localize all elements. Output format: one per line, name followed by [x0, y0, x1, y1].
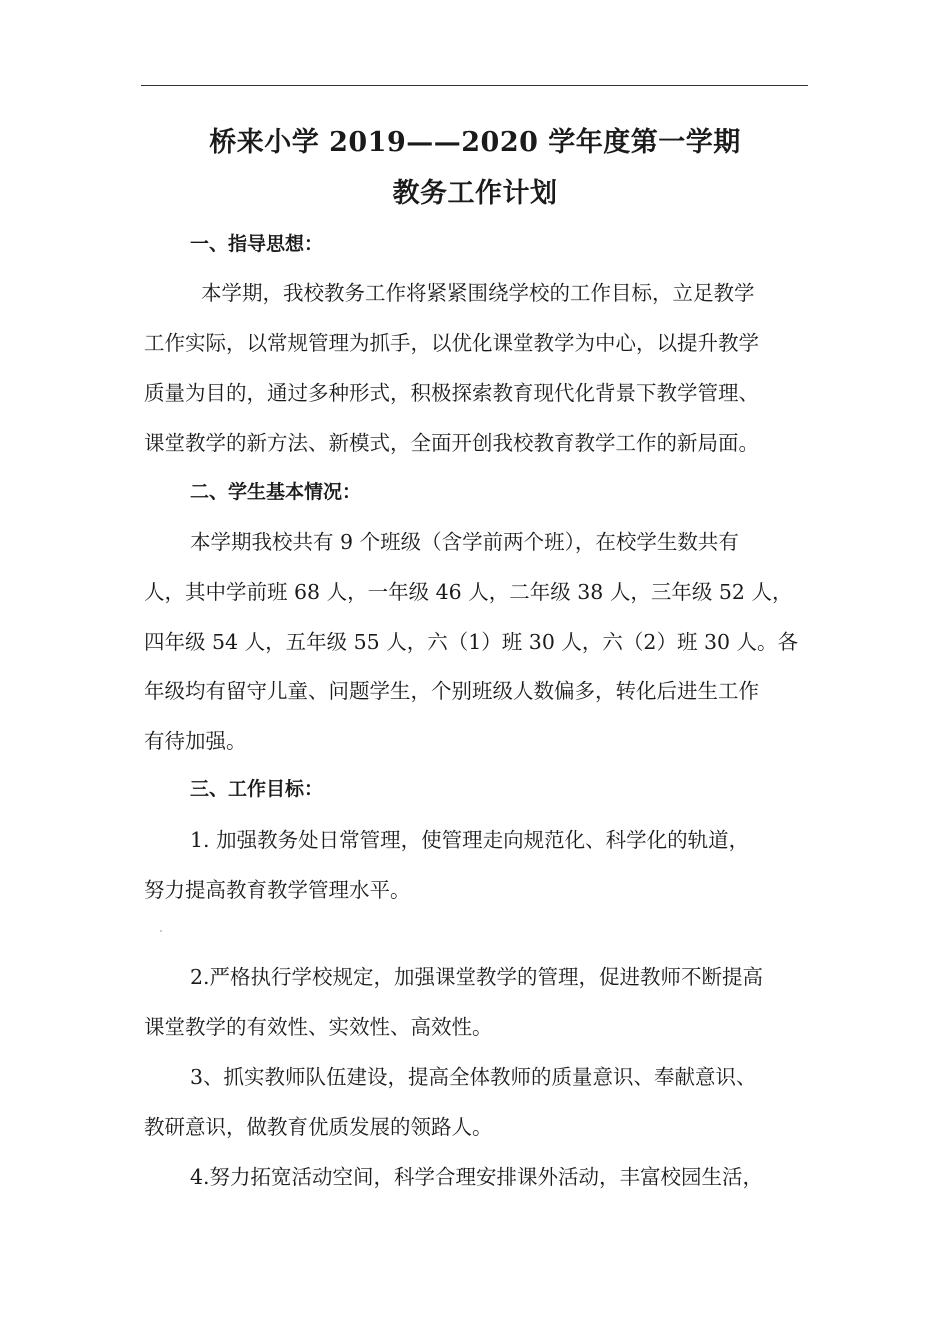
section-heading-guiding-ideology: 一、指导思想：	[190, 233, 324, 255]
goal-item-3: 3、抓实教师队伍建设，提高全体教师的质量意识、奉献意识、	[190, 1065, 757, 1089]
paragraph-line: 工作实际，以常规管理为抓手，以优化课堂教学为中心，以提升教学	[144, 331, 759, 355]
paragraph-line: 人，其中学前班 68 人，一年级 46 人，二年级 38 人，三年级 52 人，	[144, 580, 793, 604]
paragraph-line: 年级均有留守儿童、问题学生，个别班级人数偏多，转化后进生工作	[144, 679, 759, 703]
paragraph-line: 四年级 54 人，五年级 55 人，六（1）班 30 人，六（2）班 30 人。各	[144, 630, 799, 654]
header-rule	[141, 85, 808, 86]
goal-item-1: 1. 加强教务处日常管理，使管理走向规范化、科学化的轨道，	[190, 828, 750, 852]
paragraph-line: 本学期我校共有 9 个班级（含学前两个班），在校学生数共有	[190, 530, 739, 554]
goal-item-2: 2.严格执行学校规定，加强课堂教学的管理，促进教师不断提高	[190, 965, 764, 989]
goal-item-4: 4.努力拓宽活动空间，科学合理安排课外活动，丰富校园生活，	[190, 1165, 764, 1189]
document-title: 桥来小学 2019——2020 学年度第一学期	[209, 127, 741, 158]
paragraph-line: 质量为目的，通过多种形式，积极探索教育现代化背景下教学管理、	[144, 381, 759, 405]
paragraph-line: 教研意识，做教育优质发展的领路人。	[144, 1115, 493, 1139]
paragraph-line: 努力提高教育教学管理水平。	[144, 878, 411, 902]
section-heading-work-goals: 三、工作目标：	[190, 778, 324, 800]
paragraph-line: 课堂教学的有效性、实效性、高效性。	[144, 1015, 493, 1039]
section-heading-student-situation: 二、学生基本情况：	[190, 481, 362, 503]
paragraph-line: 本学期，我校教务工作将紧紧围绕学校的工作目标，立足教学	[201, 281, 755, 305]
paragraph-line: 有待加强。	[144, 729, 247, 753]
document-subtitle: 教务工作计划	[392, 178, 558, 209]
paragraph-line: 课堂教学的新方法、新模式，全面开创我校教育教学工作的新局面。	[144, 431, 759, 455]
scan-speck	[160, 930, 162, 932]
